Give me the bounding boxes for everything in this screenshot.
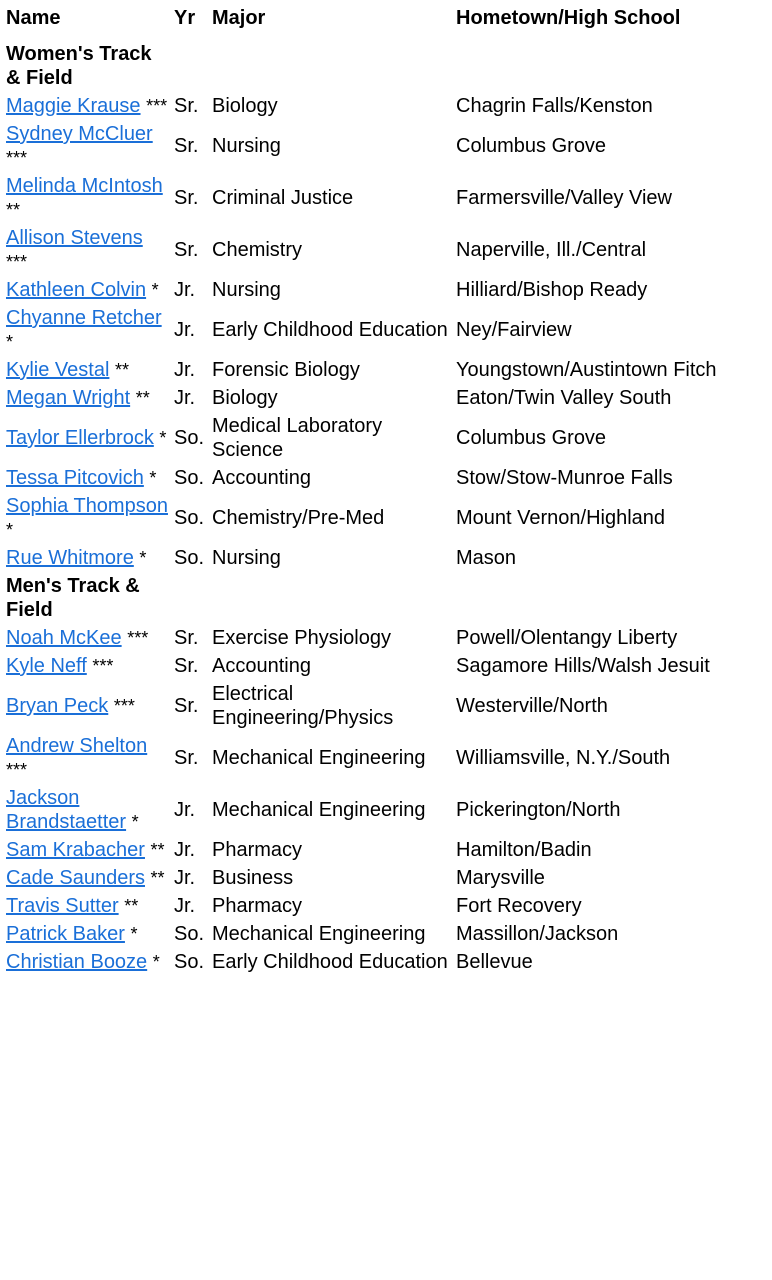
athlete-row [3, 224, 772, 276]
athlete-year: So. [174, 427, 205, 449]
athlete-major: Nursing [212, 279, 281, 301]
athlete-link[interactable]: Christian Booze [6, 951, 148, 973]
section-title-row [3, 572, 772, 624]
letter-stars: *** [127, 628, 149, 648]
section-title-spacer [171, 40, 209, 92]
section-title-spacer [453, 40, 772, 92]
athlete-name-cell [3, 172, 171, 224]
section-title-spacer [209, 572, 453, 624]
athlete-major: Early Childhood Education [212, 951, 448, 973]
athlete-major: Nursing [212, 547, 281, 569]
athlete-major: Mechanical Engineering [212, 923, 426, 945]
athlete-row [3, 864, 772, 892]
section-title-row [3, 40, 772, 92]
athlete-name-cell [3, 544, 171, 572]
athlete-link[interactable]: Noah McKee [6, 627, 122, 649]
athlete-year: Jr. [174, 319, 196, 341]
athlete-name-cell [3, 120, 171, 172]
athlete-hometown: Ney/Fairview [456, 319, 572, 341]
roster-header [3, 4, 772, 40]
athlete-major: Biology [212, 95, 278, 117]
athlete-name-cell [3, 948, 171, 976]
athlete-major: Medical Laboratory Science [212, 415, 383, 461]
athlete-row [3, 464, 772, 492]
athlete-year: Jr. [174, 359, 196, 381]
athlete-major: Forensic Biology [212, 359, 360, 381]
athlete-name-cell [3, 492, 171, 544]
letter-stars: * [139, 548, 147, 568]
athlete-name-cell [3, 892, 171, 920]
athlete-link[interactable]: Sophia Thompson [6, 495, 168, 517]
athlete-year: So. [174, 547, 205, 569]
header-row [3, 4, 772, 40]
athlete-row [3, 920, 772, 948]
athlete-link[interactable]: Chyanne Retcher [6, 307, 162, 329]
athlete-name-cell [3, 464, 171, 492]
letter-stars: * [159, 428, 167, 448]
athlete-row [3, 276, 772, 304]
letter-stars: ** [150, 868, 165, 888]
athlete-year: Sr. [174, 747, 199, 769]
athlete-year: Sr. [174, 655, 199, 677]
athlete-hometown: Massillon/Jackson [456, 923, 619, 945]
athlete-link[interactable]: Tessa Pitcovich [6, 467, 144, 489]
athlete-row [3, 948, 772, 976]
athlete-hometown: Eaton/Twin Valley South [456, 387, 672, 409]
athlete-name-cell [3, 92, 171, 120]
letter-stars: ** [150, 840, 165, 860]
letter-stars: * [130, 924, 138, 944]
athlete-hometown: Hilliard/Bishop Ready [456, 279, 648, 301]
athlete-row [3, 304, 772, 356]
letter-stars: ** [135, 388, 150, 408]
athlete-row [3, 492, 772, 544]
letter-stars: *** [92, 656, 114, 676]
section-title: Men's Track & Field [6, 575, 140, 621]
athlete-year: Jr. [174, 895, 196, 917]
section-title-spacer [171, 572, 209, 624]
athlete-major: Chemistry [212, 239, 303, 261]
athlete-name-cell [3, 784, 171, 836]
letter-stars: ** [114, 360, 129, 380]
letter-stars: * [151, 280, 159, 300]
athlete-major: Exercise Physiology [212, 627, 391, 649]
athlete-year: Sr. [174, 239, 199, 261]
athlete-name-cell [3, 384, 171, 412]
athlete-year: Jr. [174, 839, 196, 861]
athlete-name-cell [3, 276, 171, 304]
athlete-row [3, 732, 772, 784]
athlete-year: Sr. [174, 95, 199, 117]
letter-stars: ** [6, 200, 21, 220]
athlete-row [3, 624, 772, 652]
athlete-link[interactable]: Kylie Vestal [6, 359, 110, 381]
athlete-name-cell [3, 224, 171, 276]
letter-stars: *** [6, 252, 28, 272]
section-title-spacer [209, 40, 453, 92]
athlete-major: Mechanical Engineering [212, 747, 426, 769]
athlete-major: Mechanical Engineering [212, 799, 426, 821]
athlete-year: So. [174, 951, 205, 973]
athlete-hometown: Youngstown/Austintown Fitch [456, 359, 717, 381]
athlete-name-cell [3, 836, 171, 864]
athlete-link[interactable]: Andrew Shelton [6, 735, 148, 757]
athlete-link[interactable]: Megan Wright [6, 387, 131, 409]
athlete-link[interactable]: Travis Sutter [6, 895, 119, 917]
athlete-row [3, 172, 772, 224]
athlete-name-cell [3, 356, 171, 384]
athlete-row [3, 784, 772, 836]
letter-stars: * [131, 812, 139, 832]
athlete-link[interactable]: Sam Krabacher [6, 839, 145, 861]
athlete-major: Nursing [212, 135, 281, 157]
athlete-link[interactable]: Cade Saunders [6, 867, 145, 889]
athlete-year: So. [174, 923, 205, 945]
athlete-major: Accounting [212, 467, 311, 489]
letter-stars: *** [113, 696, 135, 716]
athlete-name-cell [3, 624, 171, 652]
athlete-link[interactable]: Taylor Ellerbrock [6, 427, 154, 449]
athlete-hometown: Sagamore Hills/Walsh Jesuit [456, 655, 710, 677]
athlete-row [3, 680, 772, 732]
athlete-year: Sr. [174, 627, 199, 649]
athlete-hometown: Williamsville, N.Y./South [456, 747, 671, 769]
athlete-row [3, 836, 772, 864]
athlete-hometown: Chagrin Falls/Kenston [456, 95, 653, 117]
athlete-name-cell [3, 412, 171, 464]
section-title: Women's Track & Field [6, 43, 152, 89]
athlete-hometown: Hamilton/Badin [456, 839, 592, 861]
athlete-row [3, 652, 772, 680]
athlete-hometown: Stow/Stow-Munroe Falls [456, 467, 673, 489]
athlete-major: Electrical Engineering/Physics [212, 683, 394, 729]
athlete-year: Jr. [174, 279, 196, 301]
athlete-name-cell [3, 864, 171, 892]
roster-table [3, 4, 772, 976]
athlete-link[interactable]: Kyle Neff [6, 655, 87, 677]
athlete-row [3, 92, 772, 120]
athlete-link[interactable]: Kathleen Colvin [6, 279, 147, 301]
athlete-year: Jr. [174, 387, 196, 409]
roster-body [3, 40, 772, 976]
athlete-name-cell [3, 304, 171, 356]
letter-stars: * [6, 332, 14, 352]
header-hometown: Hometown/High School [456, 7, 681, 29]
athlete-hometown: Pickerington/North [456, 799, 621, 821]
athlete-year: So. [174, 507, 205, 529]
athlete-row [3, 412, 772, 464]
athlete-hometown: Marysville [456, 867, 545, 889]
letter-stars: ** [124, 896, 139, 916]
letter-stars: * [152, 952, 160, 972]
athlete-major: Pharmacy [212, 895, 303, 917]
athlete-link[interactable]: Maggie Krause [6, 95, 141, 117]
athlete-major: Biology [212, 387, 278, 409]
letter-stars: *** [6, 148, 28, 168]
athlete-hometown: Columbus Grove [456, 427, 607, 449]
athlete-year: Jr. [174, 867, 196, 889]
athlete-hometown: Bellevue [456, 951, 533, 973]
athlete-hometown: Fort Recovery [456, 895, 582, 917]
athlete-major: Pharmacy [212, 839, 303, 861]
athlete-year: Sr. [174, 135, 199, 157]
athlete-name-cell [3, 732, 171, 784]
athlete-year: Sr. [174, 187, 199, 209]
athlete-link[interactable]: Allison Stevens [6, 227, 143, 249]
athlete-major: Chemistry/Pre-Med [212, 507, 385, 529]
athlete-hometown: Mason [456, 547, 517, 569]
athlete-row [3, 356, 772, 384]
athlete-link[interactable]: Sydney McCluer [6, 123, 153, 145]
athlete-major: Criminal Justice [212, 187, 354, 209]
athlete-major: Early Childhood Education [212, 319, 448, 341]
athlete-link[interactable]: Bryan Peck [6, 695, 109, 717]
athlete-hometown: Naperville, Ill./Central [456, 239, 647, 261]
athlete-link[interactable]: Patrick Baker [6, 923, 125, 945]
athlete-hometown: Mount Vernon/Highland [456, 507, 666, 529]
athlete-hometown: Farmersville/Valley View [456, 187, 672, 209]
letter-stars: *** [6, 760, 28, 780]
athlete-year: So. [174, 467, 205, 489]
athlete-major: Accounting [212, 655, 311, 677]
athlete-name-cell [3, 680, 171, 732]
athlete-hometown: Columbus Grove [456, 135, 607, 157]
header-major: Major [212, 7, 266, 29]
athlete-major: Business [212, 867, 294, 889]
letter-stars: *** [146, 96, 168, 116]
athlete-hometown: Powell/Olentangy Liberty [456, 627, 678, 649]
athlete-row [3, 384, 772, 412]
athlete-row [3, 120, 772, 172]
athlete-name-cell [3, 652, 171, 680]
athlete-name-cell [3, 920, 171, 948]
athlete-link[interactable]: Melinda McIntosh [6, 175, 163, 197]
letter-stars: * [149, 468, 157, 488]
section-title-spacer [453, 572, 772, 624]
athlete-year: Sr. [174, 695, 199, 717]
letter-stars: * [6, 520, 14, 540]
athlete-link[interactable]: Jackson Brandstaetter [6, 787, 127, 833]
header-name: Name [6, 7, 61, 29]
header-yr: Yr [174, 7, 196, 29]
athlete-hometown: Westerville/North [456, 695, 608, 717]
athlete-row [3, 892, 772, 920]
athlete-year: Jr. [174, 799, 196, 821]
athlete-row [3, 544, 772, 572]
athlete-link[interactable]: Rue Whitmore [6, 547, 134, 569]
